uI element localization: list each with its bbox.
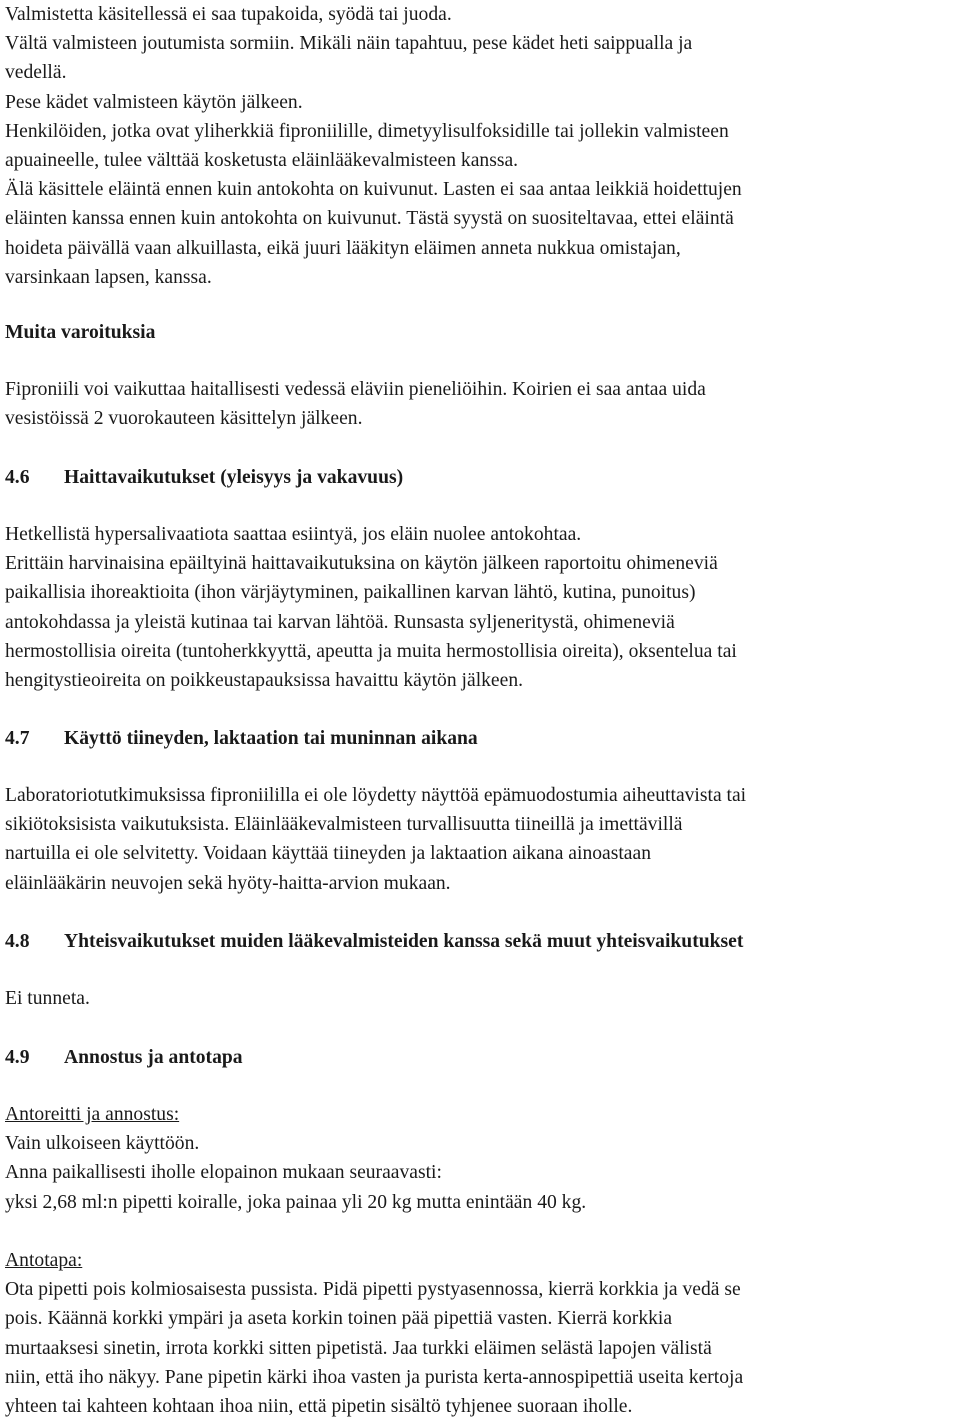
section-number: 4.7 xyxy=(5,728,30,749)
text-line: Älä käsittele eläintä ennen kuin antokohta on kuivunut. Lasten ei saa antaa leikkiä hoidettujen xyxy=(5,179,742,201)
section-4-6-paragraph xyxy=(5,520,955,695)
text-line: Valmistetta käsitellessä ei saa tupakoida, syödä tai juoda. xyxy=(5,4,452,25)
text-line: Fiproniili voi vaikuttaa haitallisesti vedessä eläviin pieneliöihin. Koirien ei saa antaa uida xyxy=(5,379,706,400)
route-and-dosage xyxy=(5,1100,955,1217)
route-heading: Antoreitti ja annostus: xyxy=(5,1104,180,1125)
text-line: pois. Käännä korkki ympäri ja aseta korkin toinen pää pipettiä vasten. Kierrä korkkia xyxy=(5,1308,673,1330)
text-line: Laboratoriotutkimuksissa fiproniililla ei ole löydetty näyttöä epämuodostumia aiheuttavista tai xyxy=(5,785,747,806)
text-line: Vältä valmisteen joutumista sormiin. Mikäli näin tapahtuu, pese kädet heti saippualla ja xyxy=(5,33,693,55)
other-warnings-title: Muita varoituksia xyxy=(5,322,156,343)
text-line: Ota pipetti pois kolmiosaisesta pussista. Pidä pipetti pystyasennossa, kierrä korkkia ja vedä se xyxy=(5,1279,741,1301)
text-line: eläinten kanssa ennen kuin antokohta on kuivunut. Tästä syystä on suositeltavaa, ettei eläintä xyxy=(5,208,734,230)
section-4-9-heading xyxy=(5,1043,955,1072)
section-title: Yhteisvaikutukset muiden lääkevalmisteiden kanssa sekä muut yhteisvaikutukset xyxy=(64,931,744,952)
section-title: Annostus ja antotapa xyxy=(64,1047,243,1068)
administration-method xyxy=(5,1246,955,1421)
text-line: Ei tunneta. xyxy=(5,988,90,1009)
text-line: hermostollisia oireita (tuntoherkkyyttä, apeutta ja muita hermostollisia oireita), oksentelua tai xyxy=(5,640,737,662)
section-4-6-heading xyxy=(5,463,955,492)
text-line: Vain ulkoiseen käyttöön. xyxy=(5,1133,200,1155)
text-line: varsinkaan lapsen, kanssa. xyxy=(5,266,212,288)
section-4-8-paragraph xyxy=(5,984,955,1013)
method-heading: Antotapa: xyxy=(5,1250,83,1271)
text-line: murtaaksesi sinetin, irrota korkki sitten pipetistä. Jaa turkki eläimen selästä lapojen välistä xyxy=(5,1337,712,1359)
section-number: 4.8 xyxy=(5,931,30,952)
text-line: vesistöissä 2 vuorokauteen käsittelyn jälkeen. xyxy=(5,408,363,430)
section-4-8-heading xyxy=(5,927,955,956)
text-line: Erittäin harvinaisina epäiltyinä haittavaikutuksina on käytön jälkeen raportoitu ohimeneviä xyxy=(5,553,718,575)
text-line: Hetkellistä hypersalivaatiota saattaa esiintyä, jos eläin nuolee antokohtaa. xyxy=(5,524,582,545)
text-line: niin, että iho näkyy. Pane pipetin kärki ihoa vasten ja purista kerta-annospipettiä useita kertoja xyxy=(5,1366,744,1388)
section-number: 4.6 xyxy=(5,467,30,488)
text-line: apuaineelle, tulee välttää kosketusta eläinlääkevalmisteen kanssa. xyxy=(5,150,519,172)
text-line: yksi 2,68 ml:n pipetti koiralle, joka painaa yli 20 kg mutta enintään 40 kg. xyxy=(5,1191,587,1213)
text-line: Pese kädet valmisteen käytön jälkeen. xyxy=(5,91,303,113)
section-title: Käyttö tiineyden, laktaation tai muninnan aikana xyxy=(64,728,478,749)
other-warnings-paragraph xyxy=(5,375,955,433)
text-line: paikallisia ihoreaktioita (ihon värjäytyminen, paikallinen karvan lähtö, kutina, punoitus) xyxy=(5,582,696,604)
text-line: yhteen tai kahteen kohtaan ihoa niin, että pipetin sisältö tyhjenee suoraan iholle. xyxy=(5,1396,633,1418)
text-line: eläinlääkärin neuvojen sekä hyöty-haitta-arvion mukaan. xyxy=(5,872,451,894)
text-line: nartuilla ei ole selvitetty. Voidaan käyttää tiineyden ja laktaation aikana ainoastaan xyxy=(5,843,651,865)
section-4-7-heading xyxy=(5,724,955,753)
text-line: hoideta päivällä vaan alkuillasta, eikä juuri lääkityn eläimen anneta nukkua omistajan, xyxy=(5,237,681,259)
text-line: Henkilöiden, jotka ovat yliherkkiä fiproniilille, dimetyylisulfoksidille tai jollekin valmisteen xyxy=(5,120,729,142)
text-line: hengitystieoireita on poikkeustapauksissa havaittu käytön jälkeen. xyxy=(5,670,524,692)
safety-precautions-paragraph xyxy=(5,0,955,292)
text-line: Anna paikallisesti iholle elopainon mukaan seuraavasti: xyxy=(5,1162,442,1184)
section-4-7-paragraph xyxy=(5,781,955,898)
text-line: sikiötoksisista vaikutuksista. Eläinlääkevalmisteen turvallisuutta tiineillä ja imettävillä xyxy=(5,814,683,836)
section-number: 4.9 xyxy=(5,1047,30,1068)
text-line: vedellä. xyxy=(5,62,67,84)
section-title: Haittavaikutukset (yleisyys ja vakavuus) xyxy=(64,467,404,488)
text-line: antokohdassa ja yleistä kutinaa tai karvan lähtöä. Runsasta syljeneritystä, ohimeneviä xyxy=(5,611,675,633)
